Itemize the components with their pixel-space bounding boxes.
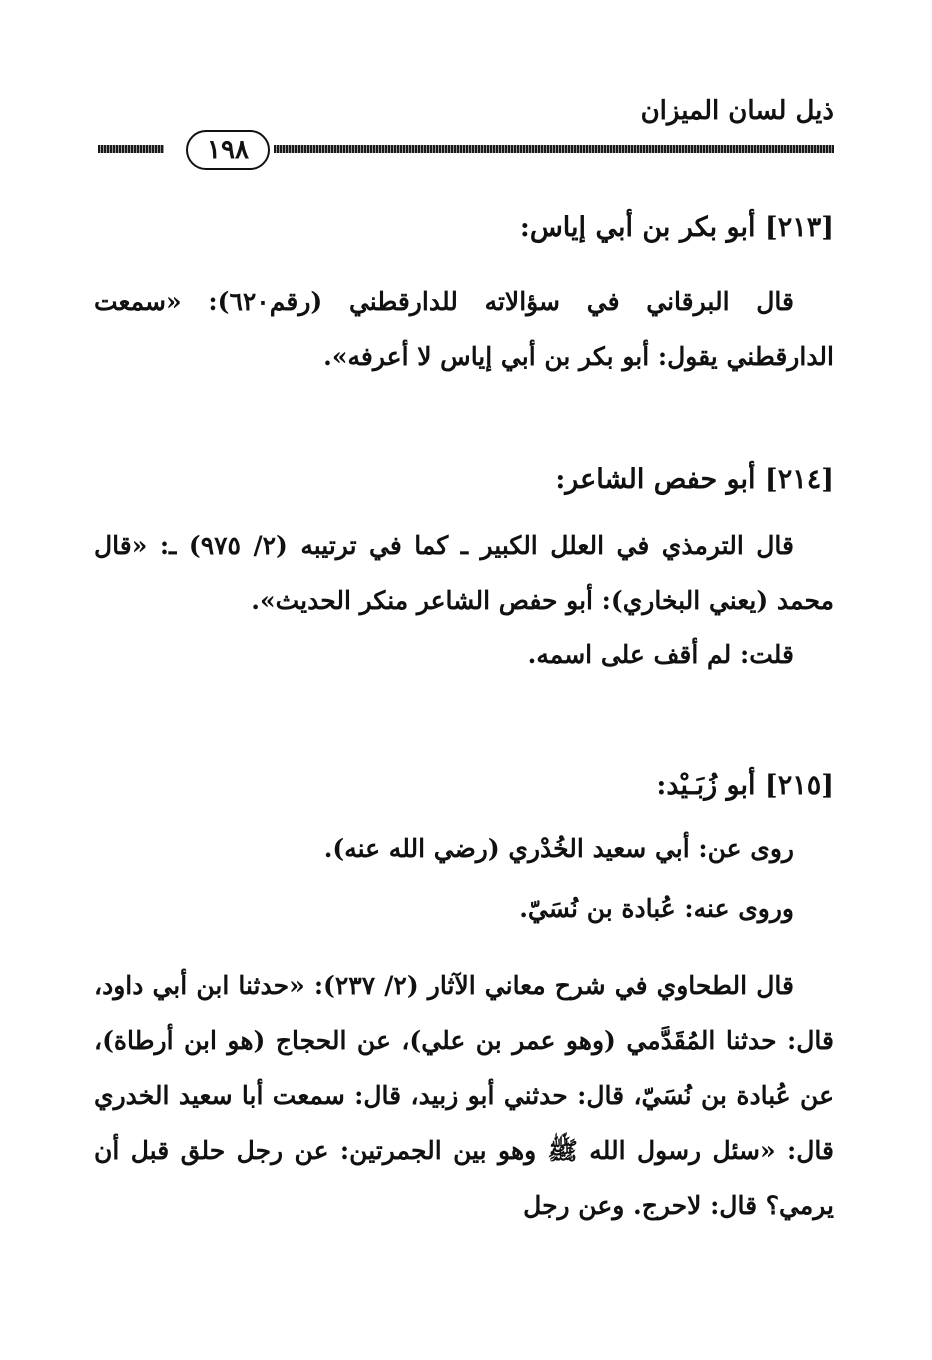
paragraph: قال البرقاني في سؤالاته للدارقطني (رقم٦٢٠): «سمعت الدارقطني يقول: أبو بكر بن أبي إياس لا أعرفه». — [94, 287, 834, 371]
header-rule — [274, 145, 834, 153]
running-title: ذيل لسان الميزان — [640, 96, 834, 126]
narrated-by: وروى عنه: عُبادة بن نُسَيّ. — [519, 894, 794, 923]
page-number: ١٩٨ — [186, 130, 270, 170]
entry-heading-214: [٢١٤] أبو حفص الشاعر: — [555, 464, 834, 495]
header-rule-short — [98, 145, 164, 153]
narrates-from: روى عن: أبي سعيد الخُدْري (رضي الله عنه). — [323, 834, 794, 863]
paragraph: قال الطحاوي في شرح معاني الآثار (٢/ ٢٣٧): «حدثنا ابن أبي داود، قال: حدثنا المُقَدَّمي (وهو عمر بن علي)، عن الحجاج (هو ابن أرطاة)، عن عُبادة بن نُسَيّ، قال: حدثني أبو زبيد، قال: سمعت أبا سعيد الخدري قال: «سئل رسول الله ﷺ وهو بين الجمرتين: عن رجل حلق قبل أن يرمي؟ قال: لاحرج. وعن رجل — [94, 971, 834, 1220]
entry-heading-213: [٢١٣] أبو بكر بن أبي إياس: — [519, 212, 834, 243]
paragraph-note: قلت: لم أقف على اسمه. — [527, 640, 794, 669]
entry-heading-215: [٢١٥] أبو زُبَـيْد: — [656, 770, 834, 801]
paragraph: قال الترمذي في العلل الكبير ـ كما في ترتيبه (٢/ ٩٧٥) ـ: «قال محمد (يعني البخاري): أبو حفص الشاعر منكر الحديث». — [94, 531, 834, 615]
